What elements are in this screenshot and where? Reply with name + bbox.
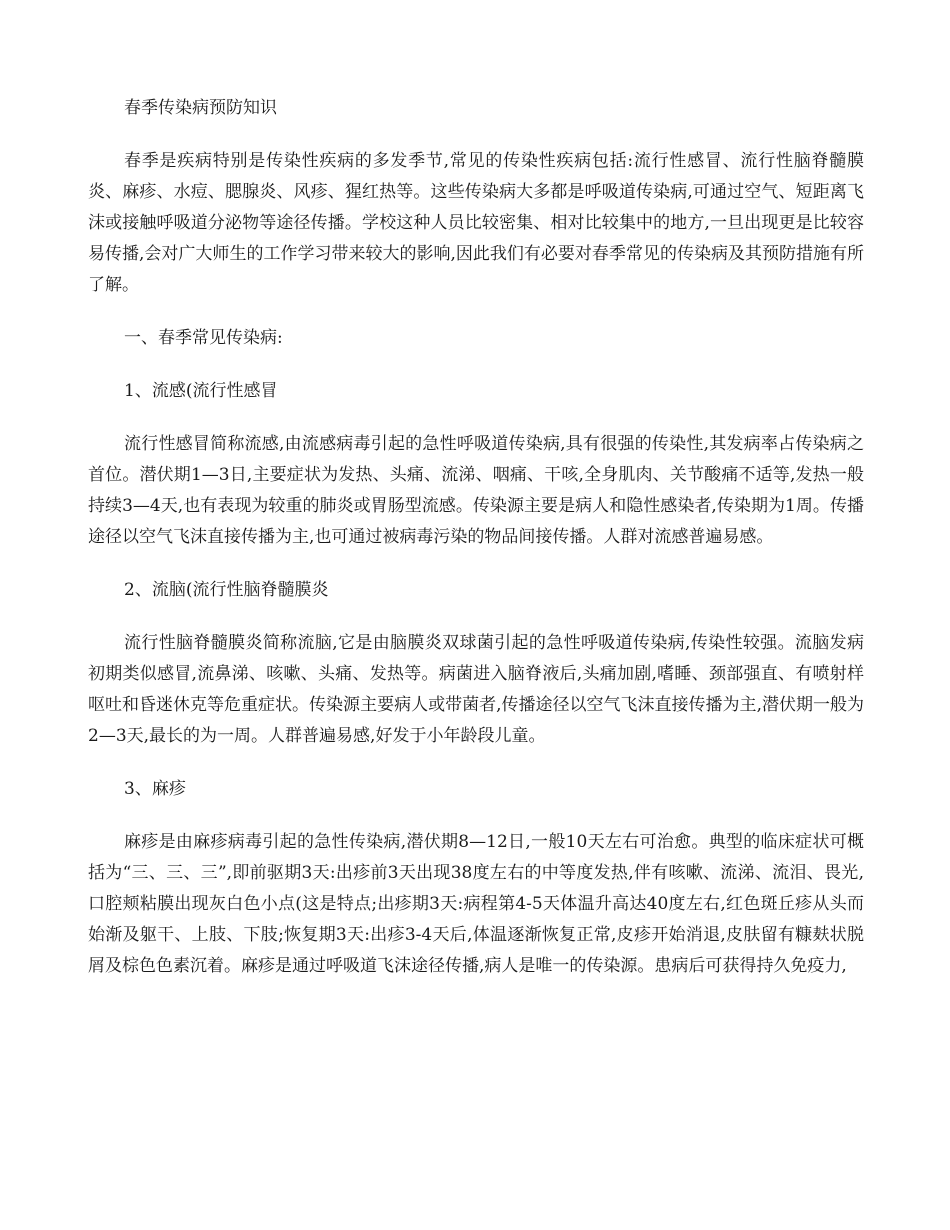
item-3-body: 麻疹是由麻疹病毒引起的急性传染病,潜伏期8—12日,一般10天左右可治愈。典型的临床症状可概括为“三、三、三”,即前驱期3天:出疹前3天出现38度左右的中等度发热,伴有咳嗽、流涕、流泪、畏光,口腔颊粘膜出现灰白色小点(这是特点;出疹期3天:病程第4-5天体温升高达40度左右,红色斑丘疹从头而始渐及躯干、上肢、下肢;恢复期3天:出疹3-4天后,体温逐渐恢复正常,皮疹开始消退,皮肤留有糠麸状脱屑及棕色色素沉着。麻疹是通过呼吸道飞沫途径传播,病人是唯一的传染源。患病后可获得持久免疫力,	[88, 832, 864, 976]
section-heading: 一、春季常见传染病:	[124, 328, 283, 348]
document-page	[88, 93, 864, 1004]
item-2-body: 流行性脑脊髓膜炎简称流脑,它是由脑膜炎双球菌引起的急性呼吸道传染病,传染性较强。流脑发病初期类似感冒,流鼻涕、咳嗽、头痛、发热等。病菌进入脑脊液后,头痛加剧,嗜睡、颈部强直、有喷射样呕吐和昏迷休克等危重症状。传染源主要病人或带菌者,传播途径以空气飞沫直接传播为主,潜伏期一般为2—3天,最长的为一周。人群普遍易感,好发于小年龄段儿童。	[88, 633, 864, 746]
item-3-heading: 3、麻疹	[124, 779, 186, 799]
item-2-heading: 2、流脑(流行性脑脊髓膜炎	[124, 580, 329, 600]
intro-paragraph: 春季是疾病特别是传染性疾病的多发季节,常见的传染性疾病包括:流行性感冒、流行性脑脊髓膜炎、麻疹、水痘、腮腺炎、风疹、猩红热等。这些传染病大多都是呼吸道传染病,可通过空气、短距离飞沫或接触呼吸道分泌物等途径传播。学校这种人员比较密集、相对比较集中的地方,一旦出现更是比较容易传播,会对广大师生的工作学习带来较大的影响,因此我们有必要对春季常见的传染病及其预防措施有所了解。	[88, 151, 864, 295]
item-1-body: 流行性感冒简称流感,由流感病毒引起的急性呼吸道传染病,具有很强的传染性,其发病率占传染病之首位。潜伏期1—3日,主要症状为发热、头痛、流涕、咽痛、干咳,全身肌肉、关节酸痛不适等,发热一般持续3—4天,也有表现为较重的肺炎或胃肠型流感。传染源主要是病人和隐性感染者,传染期为1周。传播途径以空气飞沫直接传播为主,也可通过被病毒污染的物品间接传播。人群对流感普遍易感。	[88, 434, 864, 547]
document-title: 春季传染病预防知识	[124, 98, 277, 118]
item-1-heading: 1、流感(流行性感冒	[124, 381, 278, 401]
